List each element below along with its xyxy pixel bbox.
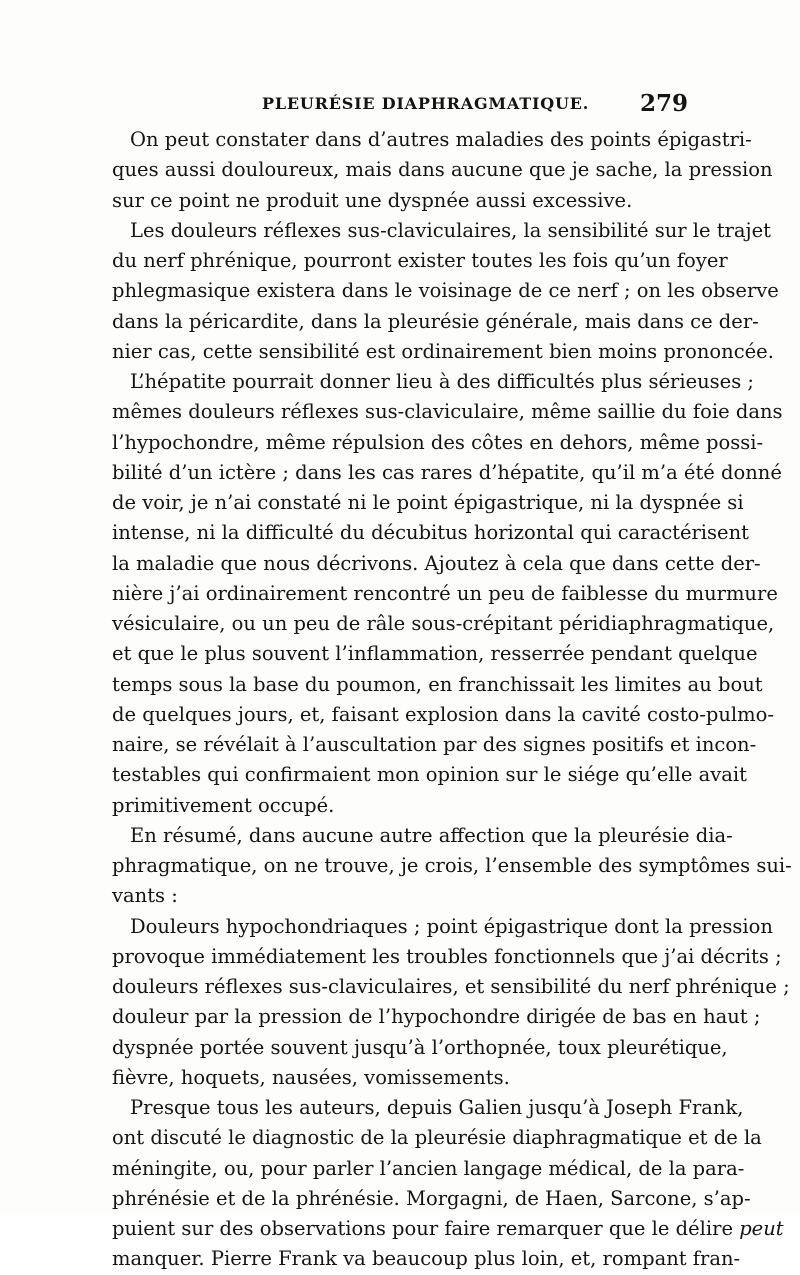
text-line: douleur par la pression de l’hypochondre dirigée de bas en haut ; — [112, 1005, 761, 1029]
text-line: nier cas, cette sensibilité est ordinairement bien moins prononcée. — [112, 339, 774, 363]
body-text — [112, 125, 792, 1275]
text-line: la maladie que nous décrivons. Ajoutez à cela que dans cette der- — [112, 551, 761, 575]
italic-word: peut — [739, 1217, 784, 1240]
text-line: sur ce point ne produit une dyspnée aussi excessive. — [112, 188, 633, 212]
text-line: nière j’ai ordinairement rencontré un peu de faiblesse du murmure — [112, 581, 778, 605]
page-header — [112, 90, 688, 122]
text-line: Les douleurs réflexes sus-claviculaires, la sensibilité sur le trajet — [130, 218, 771, 242]
text-line: bilité d’un ictère ; dans les cas rares d’hépatite, qu’il m’a été donné — [112, 460, 782, 484]
text-line: testables qui confirmaient mon opinion sur le siége qu’elle avait — [112, 763, 747, 787]
text-line: On peut constater dans d’autres maladies des points épigastri- — [130, 128, 752, 151]
text-line: de voir, je n’ai constaté ni le point épigastrique, ni la dyspnée si — [112, 491, 744, 514]
text-line: dyspnée portée souvent jusqu’à l’orthopnée, toux pleurétique, — [112, 1035, 728, 1059]
running-title: PLEURÉSIE DIAPHRAGMATIQUE. — [262, 94, 590, 113]
text-line: ques aussi douloureux, mais dans aucune que je sache, la pression — [112, 158, 773, 182]
text-line: naire, se révélait à l’auscultation par des signes positifs et incon- — [112, 733, 757, 756]
text-line: phlegmasique existera dans le voisinage de ce nerf ; on les observe — [112, 279, 779, 303]
text-line: primitivement occupé. — [112, 793, 335, 817]
text-line: de quelques jours, et, faisant explosion dans la cavité costo-pulmo- — [112, 702, 774, 726]
text-line: mêmes douleurs réflexes sus-claviculaire, même saillie du foie dans — [112, 400, 783, 424]
text-line: Presque tous les auteurs, depuis Galien jusqu’à Joseph Frank, — [130, 1096, 744, 1119]
text-line: intense, ni la difficulté du décubitus horizontal qui caractérisent — [112, 521, 749, 545]
text-line: En résumé, dans aucune autre affection que la pleurésie dia- — [130, 823, 733, 847]
text-line: provoque immédiatement les troubles fonctionnels que j’ai décrits ; — [112, 944, 782, 968]
text-line: fièvre, hoquets, nausées, vomissements. — [112, 1065, 510, 1089]
text-line: temps sous la base du poumon, en franchissait les limites au bout — [112, 672, 763, 696]
text-line: dans la péricardite, dans la pleurésie générale, mais dans ce der- — [112, 309, 759, 333]
text-line: méningite, ou, pour parler l’ancien langage médical, de la para- — [112, 1156, 745, 1180]
text-line: l’hypochondre, même répulsion des côtes en dehors, même possi- — [112, 430, 764, 454]
text-line: phrénésie et de la phrénésie. Morgagni, de Haen, Sarcone, s’ap- — [112, 1186, 751, 1210]
text-line: L’hépatite pourrait donner lieu à des difficultés plus sérieuses ; — [130, 370, 754, 393]
text-line: vants : — [112, 884, 178, 908]
text-line: phragmatique, on ne trouve, je crois, l’ensemble des symptômes sui- — [112, 854, 792, 877]
text-line: et que le plus souvent l’inflammation, resserrée pendant quelque — [112, 642, 758, 666]
text-line: ont discuté le diagnostic de la pleurésie diaphragmatique et de la — [112, 1126, 762, 1150]
text-line: manquer. Pierre Frank va beaucoup plus loin, et, rompant fran- — [112, 1247, 741, 1271]
text-line: du nerf phrénique, pourront exister toutes les fois qu’un foyer — [112, 249, 728, 272]
text-line: vésiculaire, ou un peu de râle sous-crépitant péridiaphragmatique, — [112, 612, 775, 635]
text-line-start: puient sur des observations pour faire remarquer que le délire — [112, 1217, 733, 1240]
text-line-with-italic — [112, 1214, 784, 1244]
page-number: 279 — [639, 90, 688, 117]
text-line: douleurs réflexes sus-claviculaires, et sensibilité du nerf phrénique ; — [112, 975, 790, 998]
text-line: Douleurs hypochondriaques ; point épigastrique dont la pression — [130, 914, 773, 938]
